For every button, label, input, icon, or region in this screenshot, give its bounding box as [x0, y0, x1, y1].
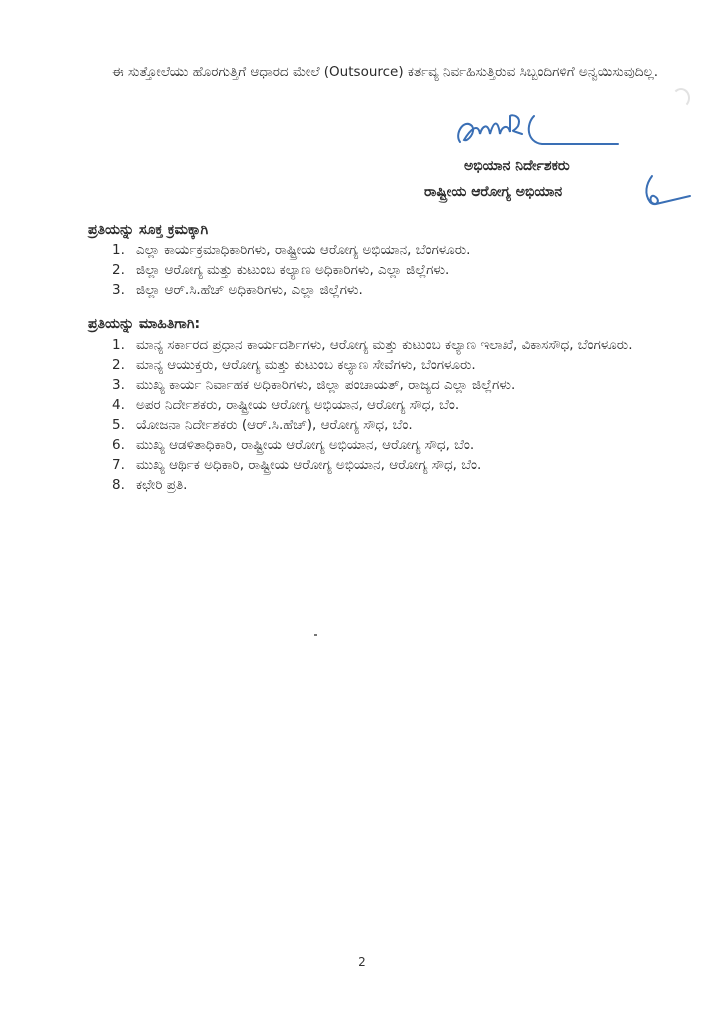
initial-mark-icon [642, 174, 692, 210]
intro-paragraph: ಈ ಸುತ್ತೋಲೆಯು ಹೊರಗುತ್ತಿಗೆ ಆಧಾರದ ಮೇಲೆ (Outsource) ಕರ್ತವ್ಯ ನಿರ್ವಹಿಸುತ್ತಿರುವ ಸಿಬ್ಬಂದಿಗಳಿಗೆ ಅನ್ವಯಿಸುವುದಿಲ್ಲ. [112, 63, 659, 80]
scan-mark [672, 88, 690, 108]
copy-for-action-heading: ಪ್ರತಿಯನ್ನು ಸೂಕ್ತ ಕ್ರಮಕ್ಕಾಗಿ [88, 222, 209, 238]
list-item: 1. ಮಾನ್ಯ ಸರ್ಕಾರದ ಪ್ರಧಾನ ಕಾರ್ಯದರ್ಶಿಗಳು, ಆರೋಗ್ಯ ಮತ್ತು ಕುಟುಂಬ ಕಲ್ಯಾಣ ಇಲಾಖೆ, ವಿಕಾಸಸೌಧ, ಬೆಂಗಳೂರು. [112, 337, 633, 353]
scan-speck [314, 634, 317, 636]
copy-for-information-heading: ಪ್ರತಿಯನ್ನು ಮಾಹಿತಿಗಾಗಿ: [88, 316, 201, 332]
list-item: 2. ಮಾನ್ಯ ಆಯುಕ್ತರು, ಆರೋಗ್ಯ ಮತ್ತು ಕುಟುಂಬ ಕಲ್ಯಾಣ ಸೇವೆಗಳು, ಬೆಂಗಳೂರು. [112, 357, 476, 373]
copy-for-information-list [112, 335, 686, 495]
list-item: 8. ಕಛೇರಿ ಪ್ರತಿ. [112, 477, 188, 493]
signature-block [420, 112, 690, 222]
list-item: 6. ಮುಖ್ಯ ಆಡಳಿತಾಧಿಕಾರಿ, ರಾಷ್ಟ್ರೀಯ ಆರೋಗ್ಯ ಅಭಿಯಾನ, ಆರೋಗ್ಯ ಸೌಧ, ಬೆಂ. [112, 437, 475, 453]
signature-icon [450, 112, 620, 154]
list-item: 3. ಮುಖ್ಯ ಕಾರ್ಯ ನಿರ್ವಾಹಕ ಅಧಿಕಾರಿಗಳು, ಜಿಲ್ಲಾ ಪಂಚಾಯತ್, ರಾಜ್ಯದ ಎಲ್ಲಾ ಜಿಲ್ಲೆಗಳು. [112, 377, 516, 393]
signatory-designation: ಅಭಿಯಾನ ನಿರ್ದೇಶಕರು [464, 158, 570, 174]
list-item: 3. ಜಿಲ್ಲಾ ಆರ್.ಸಿ.ಹೆಚ್ ಅಧಿಕಾರಿಗಳು, ಎಲ್ಲಾ ಜಿಲ್ಲೆಗಳು. [112, 282, 363, 298]
list-item: 2. ಜಿಲ್ಲಾ ಆರೋಗ್ಯ ಮತ್ತು ಕುಟುಂಬ ಕಲ್ಯಾಣ ಅಧಿಕಾರಿಗಳು, ಎಲ್ಲಾ ಜಿಲ್ಲೆಗಳು. [112, 262, 450, 278]
list-item: 7. ಮುಖ್ಯ ಆರ್ಥಿಕ ಅಧಿಕಾರಿ, ರಾಷ್ಟ್ರೀಯ ಆರೋಗ್ಯ ಅಭಿಯಾನ, ಆರೋಗ್ಯ ಸೌಧ, ಬೆಂ. [112, 457, 482, 473]
list-item: 1. ಎಲ್ಲಾ ಕಾರ್ಯಕ್ರಮಾಧಿಕಾರಿಗಳು, ರಾಷ್ಟ್ರೀಯ ಆರೋಗ್ಯ ಅಭಿಯಾನ, ಬೆಂಗಳೂರು. [112, 242, 471, 258]
copy-for-action-list [112, 240, 686, 300]
signatory-organization: ರಾಷ್ಟ್ರೀಯ ಆರೋಗ್ಯ ಅಭಿಯಾನ [424, 184, 563, 200]
page-number: 2 [358, 955, 366, 969]
list-item: 5. ಯೋಜನಾ ನಿರ್ದೇಶಕರು (ಆರ್.ಸಿ.ಹೆಚ್), ಆರೋಗ್ಯ ಸೌಧ, ಬೆಂ. [112, 417, 413, 433]
list-item: 4. ಅಪರ ನಿರ್ದೇಶಕರು, ರಾಷ್ಟ್ರೀಯ ಆರೋಗ್ಯ ಅಭಿಯಾನ, ಆರೋಗ್ಯ ಸೌಧ, ಬೆಂ. [112, 397, 460, 413]
